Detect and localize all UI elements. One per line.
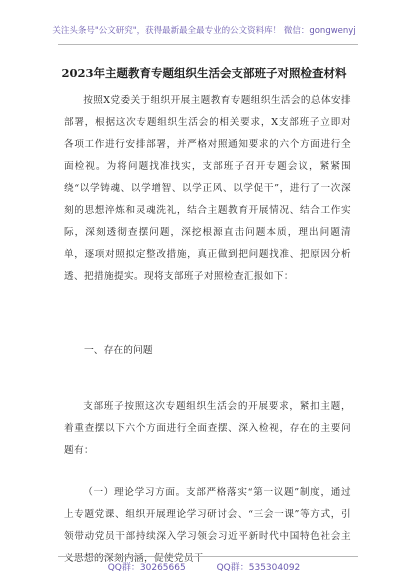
footer-contacts — [0, 560, 408, 573]
intro-paragraph: 按照X党委关于组织开展主题教育专题组织生活会的总体安排部署，根据这次专题组织生活会的相关要求，X支部班子立即对各项工作进行安排部署，并严格对照通知要求的六个方面进行全面检视。为将问题找准找实，支部班子召开专题会议，紧紧围绕“以学铸魂、以学增智、以学正风、以学促干”，进行了一次深刻的思想淬炼和灵魂洗礼，结合主题教育开展情况、结合工作实际，深刻透彻查摆问题，深挖根源直击问题本质，理出问题清单，逐项对照拟定整改措施，真正做到把问题找准、把原因分析透、把措施提实。现将支部班子对照检查汇报如下： — [64, 95, 351, 282]
footer-divider — [58, 556, 358, 557]
section-heading: 一、存在的问题 — [84, 345, 153, 356]
section-intro-paragraph: 支部班子按照这次专题组织生活会的开展要求，紧扣主题，着重查摆以下六个方面进行全面查摆、深入检视，存在的主要问题有： — [64, 401, 351, 456]
subsection-paragraph: （一）理论学习方面。支部严格落实“第一议题”制度，通过上专题党课、组织开展理论学习研讨会、“三会一课”等方式，引领带动党员干部持续深入学习领会习近平新时代中国特色社会主义思想的深刻内涵，促使党员干 — [64, 487, 351, 564]
footer-qq-group-2: QQ群：535304092 — [216, 563, 301, 573]
header-promo-note: 关注头条号"公文研究"，获得最新最全最专业的公文资料库！ 微信：gongwenyj — [52, 26, 356, 36]
document-title: 2023年主题教育专题组织生活会支部班子对照检查材料 — [61, 66, 347, 80]
footer-qq-group-1: QQ群：30265665 — [107, 563, 186, 573]
header-divider — [58, 44, 358, 45]
